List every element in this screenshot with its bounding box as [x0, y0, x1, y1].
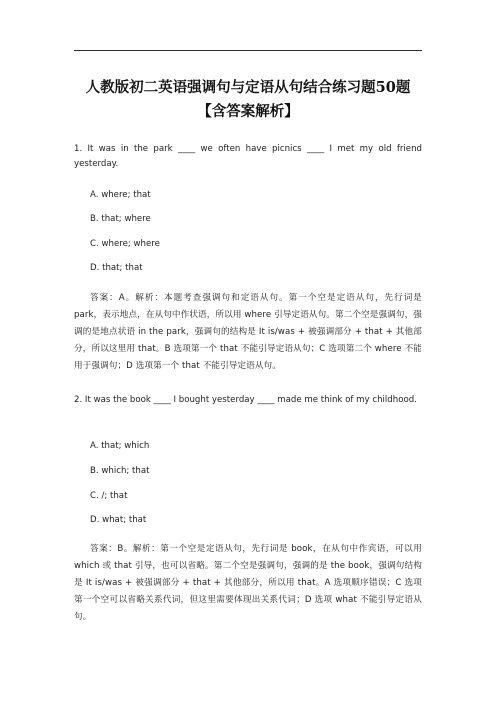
question-1-option-d: D. that; that [90, 263, 143, 273]
question-1-answer: 答案：A。解析：本题考查强调句和定语从句。第一个空是定语从句，先行词是 park，表示地点，在从句中作状语，所以用 where 引导定语从句。第二个空是强调句，强调的是地点状语 in the park，强调句的结构是 It is/was + 被强调部分 + that + 其他部分，所以这里用 that。B 选项第一个 that 不能引导定语从句；C 选项第二个 where 不能用于强调句；D 选项第一个 that 不能引导定语从句。 [74, 293, 422, 371]
question-2-answer: 答案：B。解析：第一个空是定语从句，先行词是 book，在从句中作宾语，可以用 which 或 that 引导，也可以省略。第二个空是强调句，强调的是 the book，强调句结构是 It is/was + 被强调部分 + that + 其他部分，所以用 that。A 选项顺序错误；C 选项第一个空可以省略关系代词，但这里需要体现出关系代词；D 选项 what 不能引导定语从句。 [74, 544, 422, 622]
document-title: 人教版初二英语强调句与定语从句结合练习题50题【含答案解析】 [85, 79, 411, 120]
question-1-option-a: A. where; that [90, 190, 151, 200]
question-2-option-d: D. what; that [90, 515, 147, 525]
question-1-option-b: B. that; where [90, 214, 151, 224]
question-1-option-c: C. where; where [90, 239, 160, 249]
header-rule [74, 50, 422, 51]
question-1-stem: 1. It was in the park ____ we often have picnics ____ I met my old friend yesterday. [74, 144, 422, 169]
question-2-option-a: A. that; which [90, 441, 150, 451]
question-2-stem: 2. It was the book ____ I bought yesterday ____ made me think of my childhood. [74, 395, 417, 405]
question-2-option-c: C. /; that [90, 491, 128, 501]
question-2-option-b: B. which; that [90, 466, 150, 476]
